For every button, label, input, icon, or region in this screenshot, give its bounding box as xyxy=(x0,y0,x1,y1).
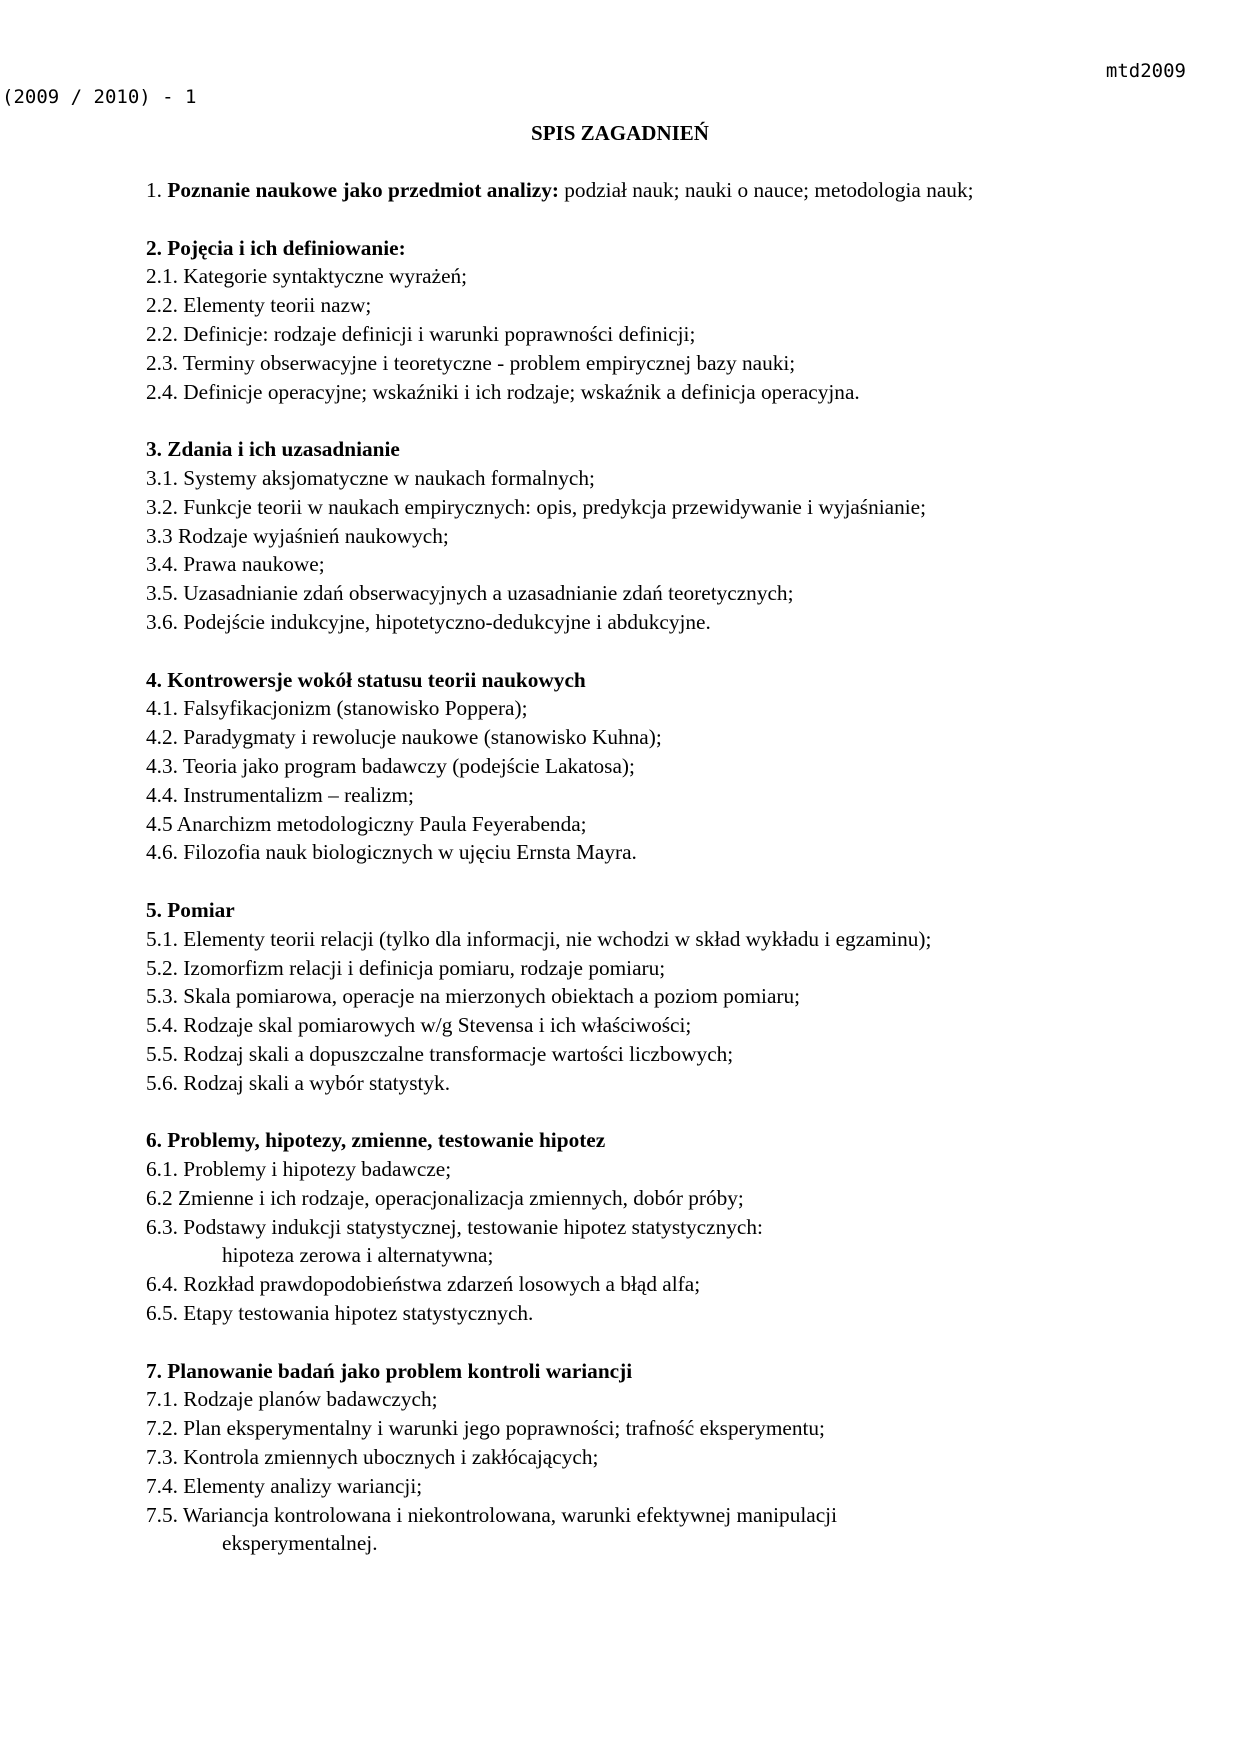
section-1-number: 1. xyxy=(146,178,162,202)
section-1-title: Poznanie naukowe jako przedmiot analizy: xyxy=(167,178,559,202)
list-item: 2.3. Terminy obserwacyjne i teoretyczne - problem empirycznej bazy nauki; xyxy=(146,350,796,375)
page-title: SPIS ZAGADNIEŃ xyxy=(531,121,709,145)
list-item: 3.6. Podejście indukcyjne, hipotetyczno-dedukcyjne i abdukcyjne. xyxy=(146,609,711,634)
list-item: 6.2 Zmienne i ich rodzaje, operacjonalizacja zmiennych, dobór próby; xyxy=(146,1185,744,1210)
list-item: 3.1. Systemy aksjomatyczne w naukach formalnych; xyxy=(146,465,595,490)
list-item: 3.2. Funkcje teorii w naukach empirycznych: opis, predykcja przewidywanie i wyjaśnianie; xyxy=(146,494,927,519)
section-6-heading: 6. Problemy, hipotezy, zmienne, testowanie hipotez xyxy=(146,1128,606,1153)
list-item: 6.1. Problemy i hipotezy badawcze; xyxy=(146,1157,452,1182)
list-item: 4.4. Instrumentalizm – realizm; xyxy=(146,782,414,807)
section-3-heading: 3. Zdania i ich uzasadnianie xyxy=(146,437,400,462)
section-4-heading: 4. Kontrowersje wokół statusu teorii naukowych xyxy=(146,667,586,692)
list-item: 5.3. Skala pomiarowa, operacje na mierzonych obiektach a poziom pomiaru; xyxy=(146,984,801,1009)
section-5-heading: 5. Pomiar xyxy=(146,897,235,922)
list-item: 4.2. Paradygmaty i rewolucje naukowe (stanowisko Kuhna); xyxy=(146,725,662,750)
topic-list xyxy=(146,176,1226,1558)
list-item: 2.4. Definicje operacyjne; wskaźniki i ich rodzaje; wskaźnik a definicja operacyjna. xyxy=(146,379,860,404)
list-item: 5.4. Rodzaje skal pomiarowych w/g Stevensa i ich właściwości; xyxy=(146,1013,692,1038)
list-item: 5.1. Elementy teorii relacji (tylko dla informacji, nie wchodzi w skład wykładu i egzaminu); xyxy=(146,926,932,951)
list-item: 5.2. Izomorfizm relacji i definicja pomiaru, rodzaje pomiaru; xyxy=(146,955,666,980)
list-item: 2.2. Elementy teorii nazw; xyxy=(146,293,372,318)
list-item-continuation: hipoteza zerowa i alternatywna; xyxy=(222,1243,494,1268)
list-item: 7.3. Kontrola zmiennych ubocznych i zakłócających; xyxy=(146,1445,599,1470)
list-item: 7.5. Wariancja kontrolowana i niekontrolowana, warunki efektywnej manipulacji xyxy=(146,1502,838,1527)
list-item: 3.3 Rodzaje wyjaśnień naukowych; xyxy=(146,523,449,548)
list-item: 6.3. Podstawy indukcji statystycznej, testowanie hipotez statystycznych: xyxy=(146,1214,763,1239)
list-item: 3.5. Uzasadnianie zdań obserwacyjnych a uzasadnianie zdań teoretycznych; xyxy=(146,581,794,606)
list-item: 5.6. Rodzaj skali a wybór statystyk. xyxy=(146,1070,451,1095)
section-1 xyxy=(146,176,1226,205)
list-item: 4.1. Falsyfikacjonizm (stanowisko Poppera); xyxy=(146,696,528,721)
list-item: 4.5 Anarchizm metodologiczny Paula Feyerabenda; xyxy=(146,811,587,836)
list-item: 7.1. Rodzaje planów badawczych; xyxy=(146,1387,438,1412)
list-item: 7.4. Elementy analizy wariancji; xyxy=(146,1473,423,1498)
section-1-text: podział nauk; nauki o nauce; metodologia nauk; xyxy=(564,178,974,202)
list-item: 2.1. Kategorie syntaktyczne wyrażeń; xyxy=(146,264,468,289)
header-doc-code: mtd2009 xyxy=(1105,60,1186,82)
list-item: 4.6. Filozofia nauk biologicznych w ujęciu Ernsta Mayra. xyxy=(146,840,637,865)
list-item: 4.3. Teoria jako program badawczy (podejście Lakatosa); xyxy=(146,753,635,778)
list-item: 3.4. Prawa naukowe; xyxy=(146,552,325,577)
header-page-label: (2009 / 2010) - 1 xyxy=(2,86,197,108)
section-7-heading: 7. Planowanie badań jako problem kontroli wariancji xyxy=(146,1358,633,1383)
list-item: 2.2. Definicje: rodzaje definicji i warunki poprawności definicji; xyxy=(146,321,696,346)
list-item: 5.5. Rodzaj skali a dopuszczalne transformacje wartości liczbowych; xyxy=(146,1041,734,1066)
list-item: 6.5. Etapy testowania hipotez statystycznych. xyxy=(146,1301,534,1326)
section-2-heading: 2. Pojęcia i ich definiowanie: xyxy=(146,235,406,260)
list-item: 6.4. Rozkład prawdopodobieństwa zdarzeń losowych a błąd alfa; xyxy=(146,1272,701,1297)
list-item: 7.2. Plan eksperymentalny i warunki jego poprawności; trafność eksperymentu; xyxy=(146,1416,825,1441)
list-item-continuation: eksperymentalnej. xyxy=(222,1531,378,1556)
